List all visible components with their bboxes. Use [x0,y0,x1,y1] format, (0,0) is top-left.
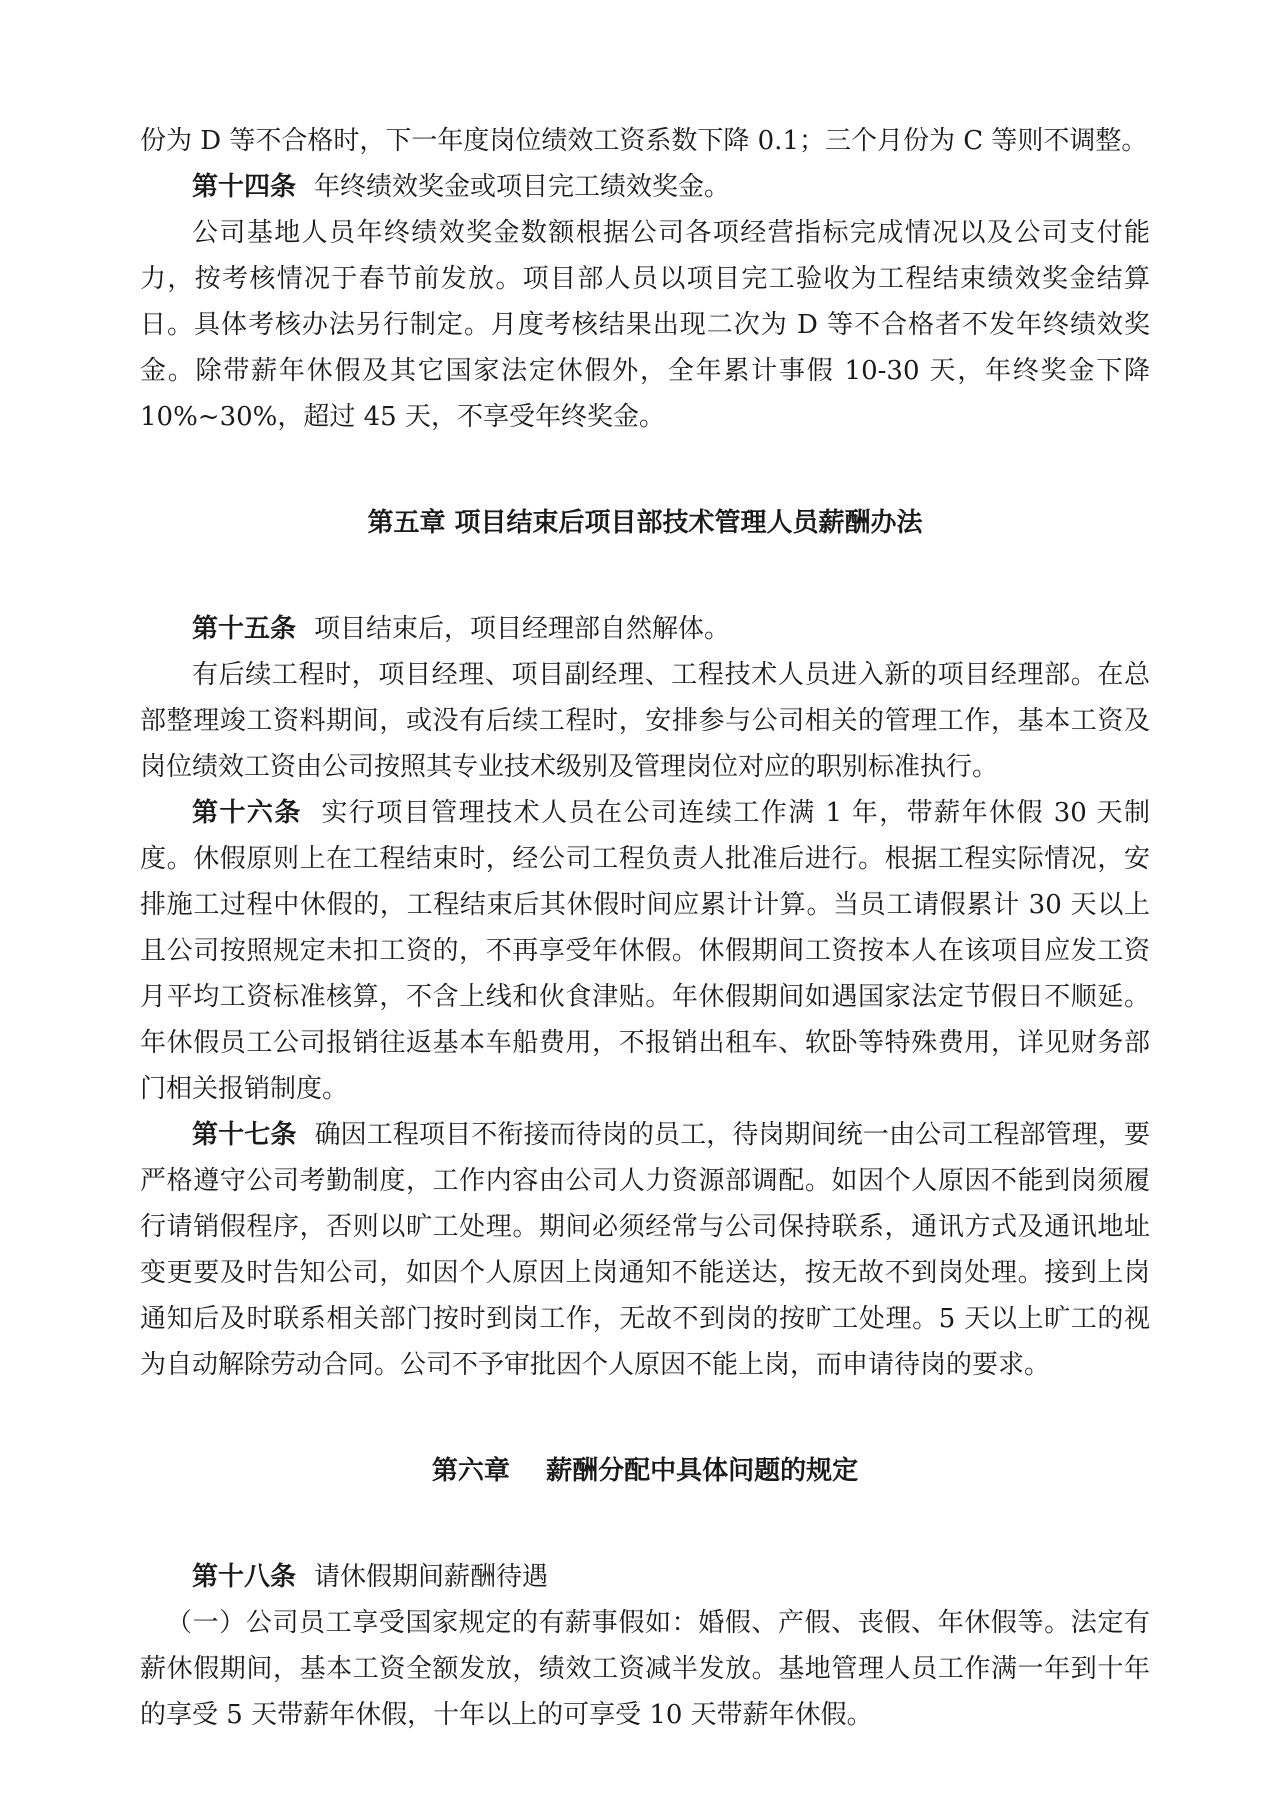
spacer [140,1388,1150,1448]
article-17-label: 第十七条 [192,1120,297,1150]
article-17-body: 确因工程项目不衔接而待岗的员工，待岗期间统一由公司工程部管理，要严格遵守公司考勤制度，工作内容由公司人力资源部调配。如因个人原因不能到岗须履行请销假程序，否则以旷工处理。期间必须经常与公司保持联系，通讯方式及通讯地址变更要及时告知公司，如因个人原因上岗通知不能送达，按无故不到岗处理。接到上岗通知后及时联系相关部门按时到岗工作，无故不到岗的按旷工处理。5 天以上旷工的视为自动解除劳动合同。公司不予审批因个人原因不能上岗，而申请待岗的要求。 [140,1120,1150,1380]
article-14-label: 第十四条 [192,172,297,202]
document-page [140,118,1150,1738]
article-17-paragraph [140,1112,1150,1388]
continuation-paragraph: 份为 D 等不合格时，下一年度岗位绩效工资系数下降 0.1；三个月份为 C 等则不调整。 [140,126,1148,156]
article-15-title: 项目结束后，项目经理部自然解体。 [314,614,731,644]
article-14-body: 公司基地人员年终绩效奖金数额根据公司各项经营指标完成情况以及公司支付能力，按考核情况于春节前发放。项目部人员以项目完工验收为工程结束绩效奖金结算日。具体考核办法另行制定。月度考核结果出现二次为 D 等不合格者不发年终绩效奖金。除带薪年休假及其它国家法定休假外，全年累计事假 10-30 天，年终奖金下降 10%~30%，超过 45 天，不享受年终奖金。 [140,218,1150,432]
article-18-label: 第十八条 [192,1562,297,1592]
article-15-heading-line [140,606,1150,652]
chapter-5-title: 第五章 项目结束后项目部技术管理人员薪酬办法 [367,508,923,538]
spacer [140,1494,1150,1554]
article-14-title: 年终绩效奖金或项目完工绩效奖金。 [314,172,731,202]
article-16-body: 实行项目管理技术人员在公司连续工作满 1 年，带薪年休假 30 天制度。休假原则上在工程结束时，经公司工程负责人批准后进行。根据工程实际情况，安排施工过程中休假的，工程结束后其休假时间应累计计算。当员工请假累计 30 天以上且公司按照规定未扣工资的，不再享受年休假。休假期间工资按本人在该项目应发工资月平均工资标准核算，不含上线和伙食津贴。年休假期间如遇国家法定节假日不顺延。年休假员工公司报销往返基本车船费用，不报销出租车、软卧等特殊费用，详见财务部门相关报销制度。 [140,798,1150,1104]
article-15-body: 有后续工程时，项目经理、项目副经理、工程技术人员进入新的项目经理部。在总部整理竣工资料期间，或没有后续工程时，安排参与公司相关的管理工作，基本工资及岗位绩效工资由公司按照其专业技术级别及管理岗位对应的职别标准执行。 [140,660,1150,782]
article-18-title: 请休假期间薪酬待遇 [314,1562,549,1592]
article-18-heading-line [140,1554,1150,1600]
chapter-6-title: 第六章 薪酬分配中具体问题的规定 [431,1456,859,1486]
article-18-item-1: （一）公司员工享受国家规定的有薪事假如：婚假、产假、丧假、年休假等。法定有薪休假期间，基本工资全额发放，绩效工资减半发放。基地管理人员工作满一年到十年的享受 5 天带薪年休假，十年以上的可享受 10 天带薪年休假。 [140,1608,1150,1730]
article-16-paragraph [140,790,1150,1112]
spacer [140,546,1150,606]
article-14-heading-line [140,164,1150,210]
article-15-label: 第十五条 [192,614,297,644]
article-16-label: 第十六条 [192,798,302,828]
spacer [140,440,1150,500]
